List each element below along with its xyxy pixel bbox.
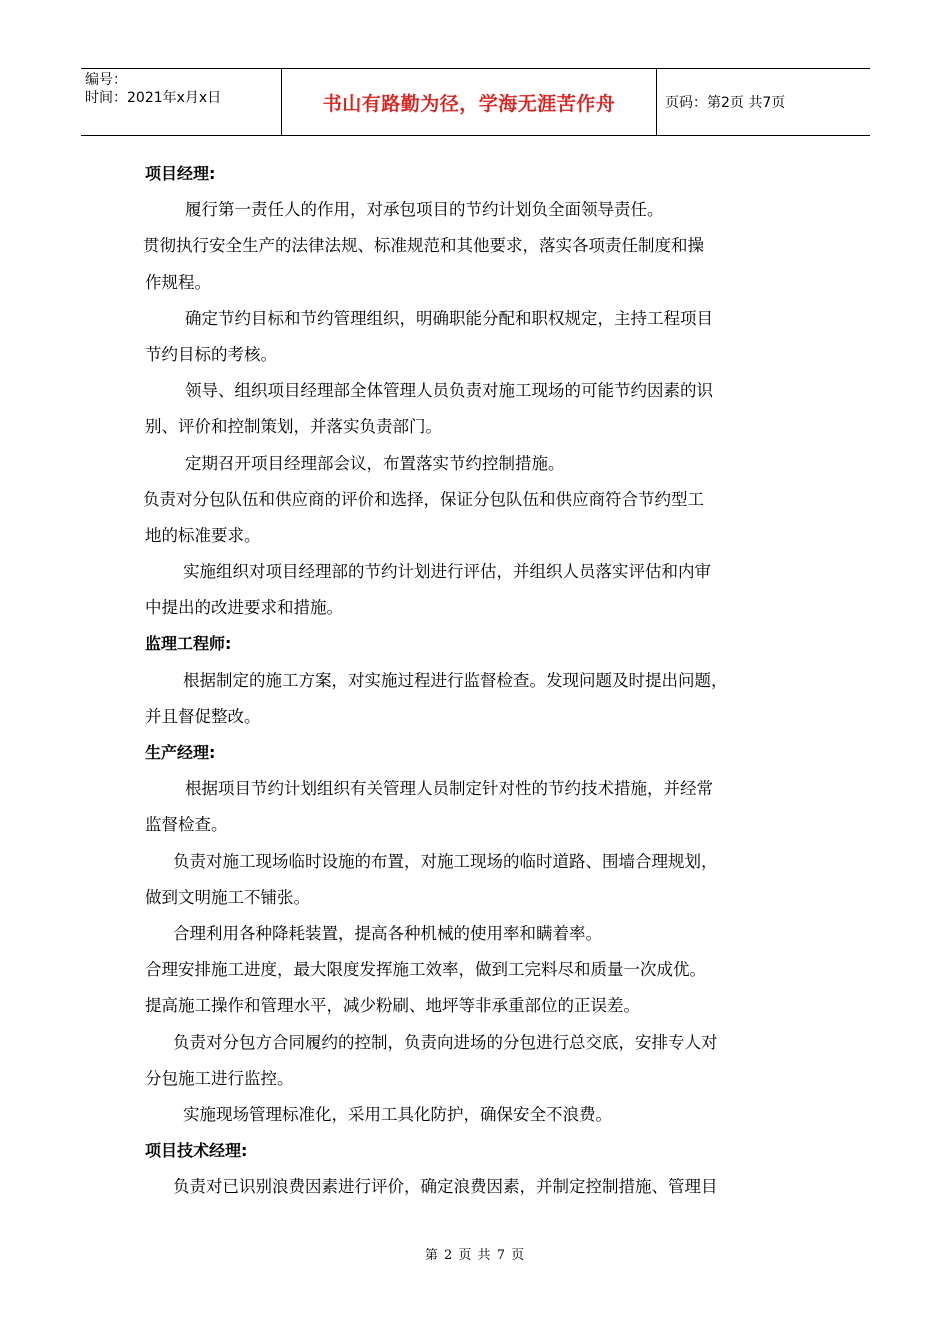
paragraph-line: 根据项目节约计划组织有关管理人员制定针对性的节约技术措施，并经常	[185, 779, 713, 799]
header-motto: 书山有路勤为径，学海无涯苦作舟	[282, 69, 657, 135]
paragraph-line: 负责对分包队伍和供应商的评价和选择，保证分包队伍和供应商符合节约型工	[143, 489, 704, 509]
section-heading-supervising-engineer: 监理工程师:	[145, 634, 232, 654]
paragraph-line: 根据制定的施工方案，对实施过程进行监督检查。发现问题及时提出问题，	[183, 670, 728, 690]
document-number-label: 编号：	[85, 72, 127, 88]
paragraph-line: 负责对施工现场临时设施的布置，对施工现场的临时道路、围墙合理规划，	[173, 851, 718, 871]
paragraph-line: 分包施工进行监控。	[145, 1068, 294, 1088]
paragraph-line: 负责对分包方合同履约的控制，负责向进场的分包进行总交底，安排专人对	[173, 1032, 718, 1052]
paragraph-line: 做到文明施工不铺张。	[145, 887, 310, 907]
paragraph-line: 履行第一责任人的作用，对承包项目的节约计划负全面领导责任。	[185, 200, 664, 220]
paragraph-line: 节约目标的考核。	[145, 344, 277, 364]
paragraph-line: 实施组织对项目经理部的节约计划进行评估，并组织人员落实评估和内审	[183, 562, 711, 582]
section-heading-technical-manager: 项目技术经理:	[145, 1141, 248, 1161]
paragraph-line: 地的标准要求。	[145, 525, 261, 545]
section-heading-production-manager: 生产经理:	[145, 743, 216, 762]
paragraph-line: 定期召开项目经理部会议，布置落实节约控制措施。	[185, 453, 565, 473]
paragraph-line: 贯彻执行安全生产的法律法规、标准规范和其他要求，落实各项责任制度和操	[143, 236, 704, 256]
paragraph-line: 合理安排施工进度，最大限度发挥施工效率，做到工完料尽和质量一次成优。	[145, 960, 706, 980]
document-header	[81, 68, 870, 136]
paragraph-line: 别、评价和控制策划，并落实负责部门。	[145, 417, 442, 437]
section-heading-project-manager: 项目经理:	[145, 164, 216, 183]
paragraph-line: 监督检查。	[145, 815, 228, 835]
paragraph-line: 提高施工操作和管理水平，减少粉刷、地坪等非承重部位的正误差。	[145, 996, 640, 1016]
paragraph-line: 合理利用各种降耗装置，提高各种机械的使用率和瞒着率。	[173, 923, 602, 943]
document-body	[145, 156, 825, 1205]
paragraph-line: 作规程。	[145, 272, 211, 292]
paragraph-line: 实施现场管理标准化，采用工具化防护，确保安全不浪费。	[183, 1104, 612, 1124]
header-page-number: 页码：第2页 共7页	[665, 95, 786, 111]
document-date-label: 时间：2021年x月x日	[85, 90, 222, 106]
paragraph-line: 领导、组织项目经理部全体管理人员负责对施工现场的可能节约因素的识	[185, 381, 713, 401]
paragraph-line: 负责对已识别浪费因素进行评价，确定浪费因素，并制定控制措施、管理目	[173, 1177, 718, 1197]
paragraph-line: 中提出的改进要求和措施。	[145, 598, 343, 618]
paragraph-line: 并且督促整改。	[145, 706, 261, 726]
paragraph-line: 确定节约目标和节约管理组织，明确职能分配和职权规定，主持工程项目	[185, 308, 713, 328]
page-footer: 第 2 页 共 7 页	[424, 1248, 526, 1263]
header-meta	[81, 69, 282, 135]
